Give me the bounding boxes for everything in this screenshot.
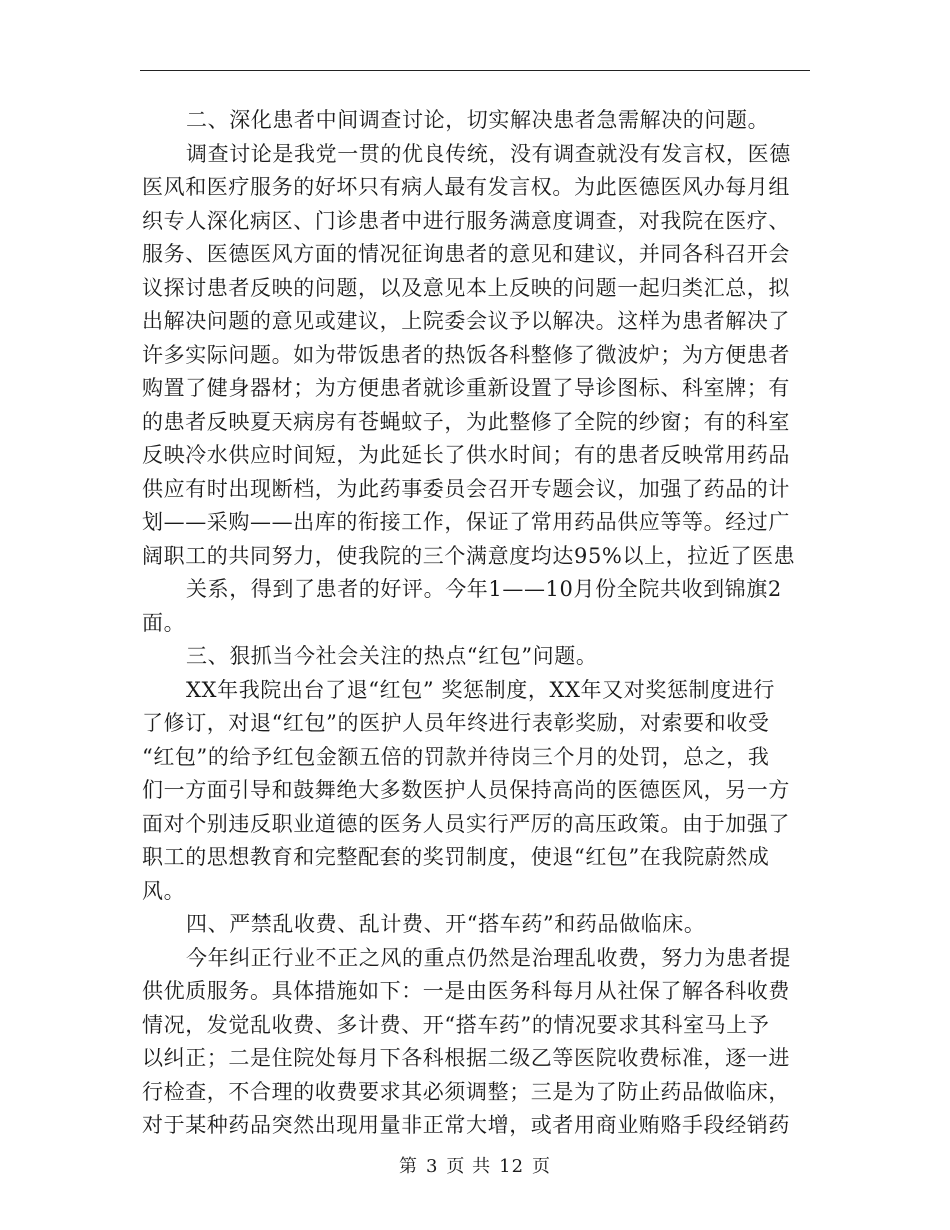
text-line: 供应有时出现断档，为此药事委员会召开专题会议，加强了药品的计 — [142, 476, 790, 501]
text-line: 划——采购——出库的衔接工作，保证了常用药品供应等等。经过广 — [142, 510, 790, 534]
text-line: 许多实际问题。如为带饭患者的热饭各科整修了微波炉；为方便患者 — [142, 342, 790, 367]
text-line: 了修订，对退“红包”的医护人员年终进行表彰奖励，对索要和收受 — [142, 711, 770, 735]
text-line: 们一方面引导和鼓舞绝大多数医护人员保持高尚的医德医风，另一方 — [142, 778, 790, 802]
text-line: 阔职工的共同努力，使我院的三个满意度均达95%以上，拉近了医患 — [142, 543, 796, 568]
text-line: 三、狠抓当今社会关注的热点“红包”问题。 — [186, 644, 598, 668]
text-line: 购置了健身器材；为方便患者就诊重新设置了导诊图标、科室牌；有 — [142, 376, 790, 400]
footer-total-pages: 12 — [499, 1156, 525, 1177]
text-line: “红包”的给予红包金额五倍的罚款并待岗三个月的处罚，总之，我 — [142, 744, 770, 769]
text-line: 的患者反映夏天病房有苍蝇蚊子，为此整修了全院的纱窗；有的科室 — [142, 409, 790, 434]
footer-suffix: 页 — [532, 1156, 552, 1177]
text-line: 以纠正；二是住院处每月下各科根据二级乙等医院收费标准，逐一进 — [142, 1046, 790, 1070]
footer-page-number: 3 — [425, 1156, 439, 1177]
page-footer — [0, 1152, 950, 1178]
body-text — [142, 104, 810, 1143]
text-line: 职工的思想教育和完整配套的奖罚制度，使退“红包”在我院蔚然成 — [142, 845, 770, 869]
text-line: 二、深化患者中间调查讨论，切实解决患者急需解决的问题。 — [186, 108, 770, 132]
text-line: 面。 — [142, 610, 186, 635]
text-line: 今年纠正行业不正之风的重点仍然是治理乱收费，努力为患者提 — [186, 945, 791, 970]
text-line: 供优质服务。具体措施如下：一是由医务科每月从社保了解各科收费 — [142, 979, 790, 1003]
text-line: 情况，发觉乱收费、多计费、开“搭车药”的情况要求其科室马上予 — [142, 1012, 770, 1037]
text-line: 面对个别违反职业道德的医务人员实行严厉的高压政策。由于加强了 — [142, 811, 790, 836]
text-line: 对于某种药品突然出现用量非正常大增，或者用商业贿赂手段经销药 — [142, 1113, 790, 1137]
text-line: 反映冷水供应时间短，为此延长了供水时间；有的患者反映常用药品 — [142, 443, 790, 467]
text-line: 织专人深化病区、门诊患者中进行服务满意度调查，对我院在医疗、 — [142, 208, 790, 233]
text-line: 行检查，不合理的收费要求其必须调整；三是为了防止药品做临床， — [142, 1079, 790, 1104]
text-line: 调查讨论是我党一贯的优良传统，没有调查就没有发言权，医德 — [186, 141, 791, 166]
text-line: 风。 — [142, 878, 186, 903]
text-line: 议探讨患者反映的问题，以及意见本上反映的问题一起归类汇总，拟 — [142, 275, 790, 300]
footer-mid: 页 共 — [446, 1156, 492, 1177]
text-line: 四、严禁乱收费、乱计费、开“搭车药”和药品做临床。 — [186, 912, 706, 936]
text-line: 服务、医德医风方面的情况征询患者的意见和建议，并同各科召开会 — [142, 242, 790, 266]
text-line: 关系，得到了患者的好评。今年1——10月份全院共收到锦旗2 — [186, 577, 782, 601]
text-line: 出解决问题的意见或建议，上院委会议予以解决。这样为患者解决了 — [142, 309, 790, 333]
text-line: 医风和医疗服务的好坏只有病人最有发言权。为此医德医风办每月组 — [142, 175, 790, 199]
text-line: XX年我院出台了退“红包” 奖惩制度，XX年又对奖惩制度进行 — [186, 677, 775, 702]
footer-prefix: 第 — [398, 1156, 418, 1177]
header-rule — [140, 70, 810, 71]
